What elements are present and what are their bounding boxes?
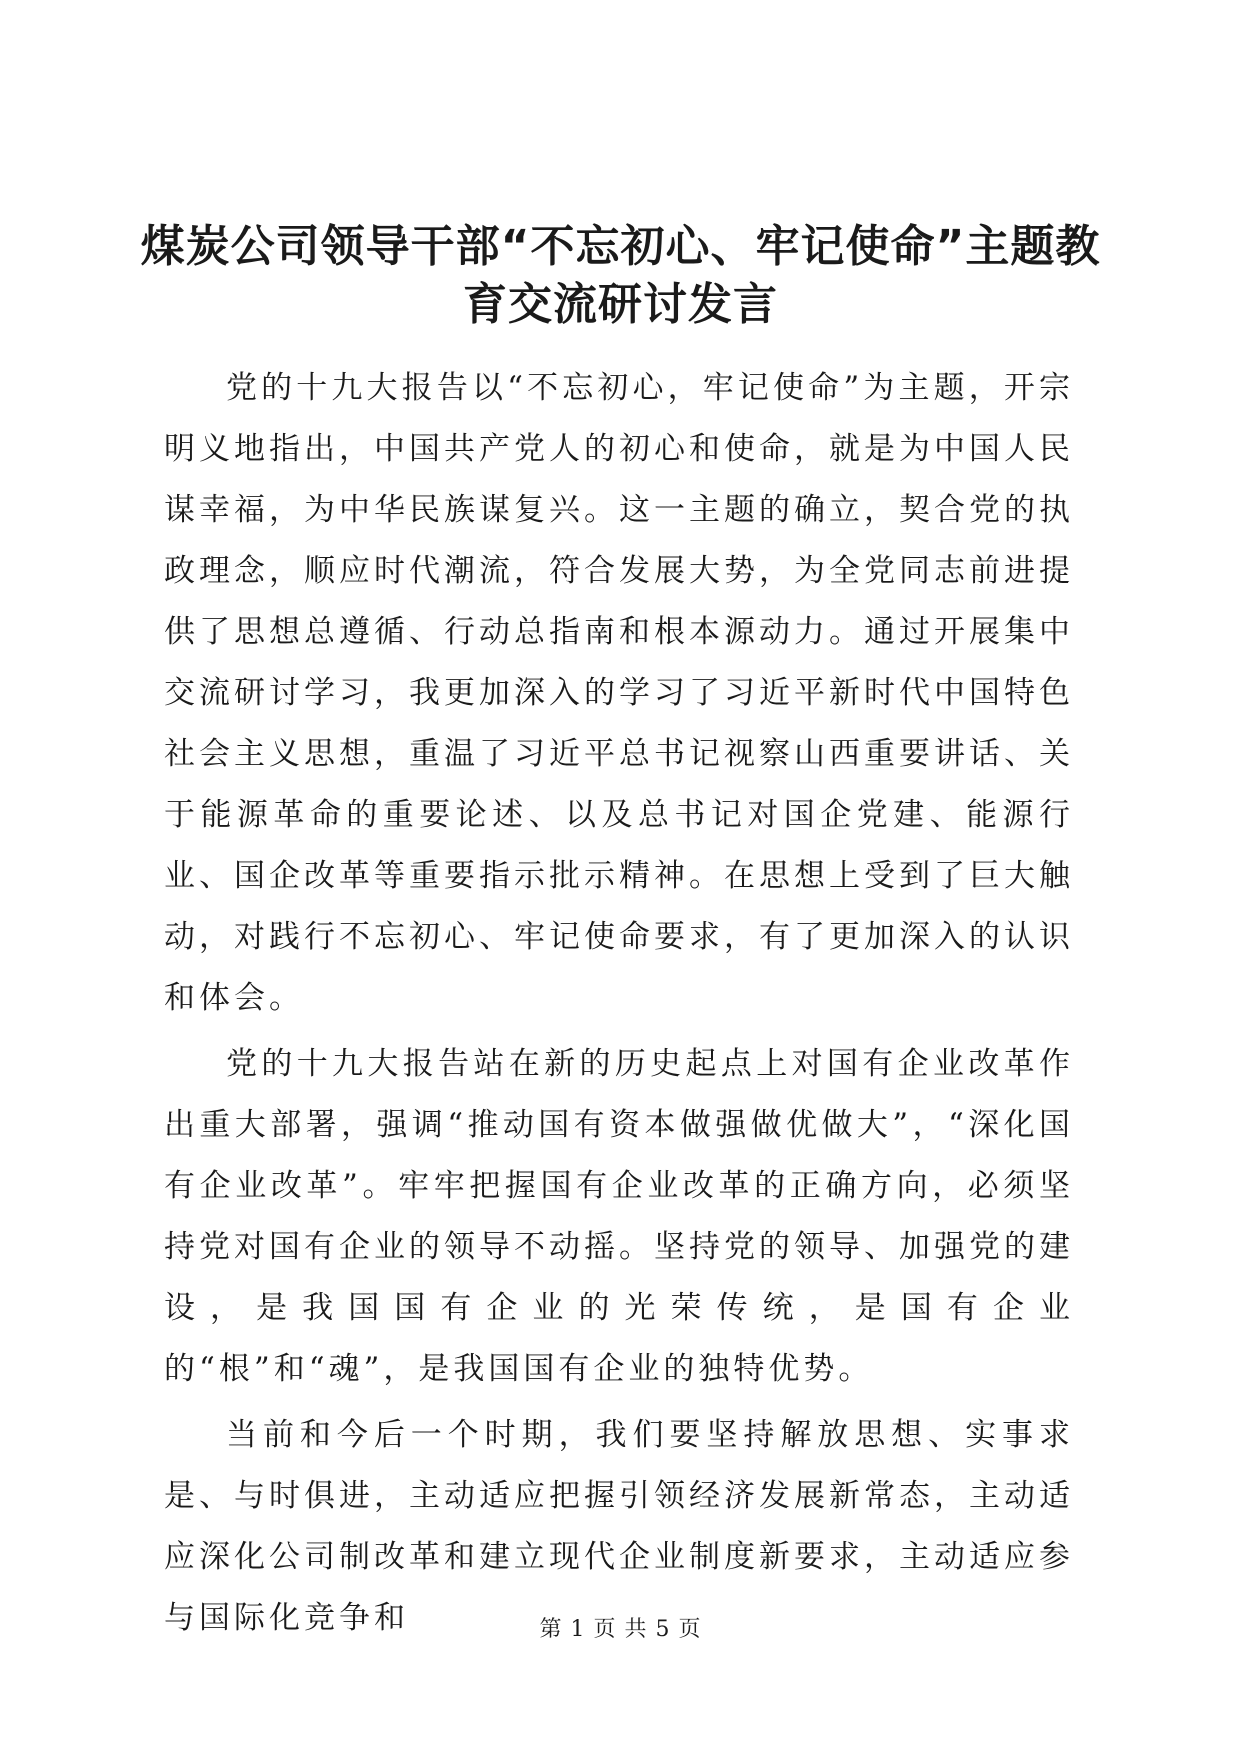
paragraph: 党的十九大报告站在新的历史起点上对国有企业改革作出重大部署，强调“推动国有资本做强做优做大”，“深化国有企业改革”。牢牢把握国有企业改革的正确方向，必须坚持党对国有企业的领导不动摇。坚持党的领导、加强党的建设，是我国国有企业的光荣传统，是国有企业的“根”和“魂”，是我国国有企业的独特优势。: [164, 1046, 1074, 1387]
paragraph: 党的十九大报告以“不忘初心，牢记使命”为主题，开宗明义地指出，中国共产党人的初心和使命，就是为中国人民谋幸福，为中华民族谋复兴。这一主题的确立，契合党的执政理念，顺应时代潮流，符合发展大势，为全党同志前进提供了思想总遵循、行动总指南和根本源动力。通过开展集中交流研讨学习，我更加深入的学习了习近平新时代中国特色社会主义思想，重温了习近平总书记视察山西重要讲话、关于能源革命的重要论述、以及总书记对国企党建、能源行业、国企改革等重要指示批示精神。在思想上受到了巨大触动，对践行不忘初心、牢记使命要求，有了更加深入的认识和体会。: [164, 370, 1074, 1016]
paragraph: 当前和今后一个时期，我们要坚持解放思想、实事求是、与时俱进，主动适应把握引领经济发展新常态，主动适应深化公司制改革和建立现代企业制度新要求，主动适应参与国际化竞争和: [164, 1417, 1074, 1636]
document-title: 煤炭公司领导干部“不忘初心、牢记使命”主题教育交流研讨发言: [140, 221, 1101, 330]
document-body: [164, 358, 1074, 1649]
page-number-footer: 第 1 页 共 5 页: [539, 1617, 702, 1642]
